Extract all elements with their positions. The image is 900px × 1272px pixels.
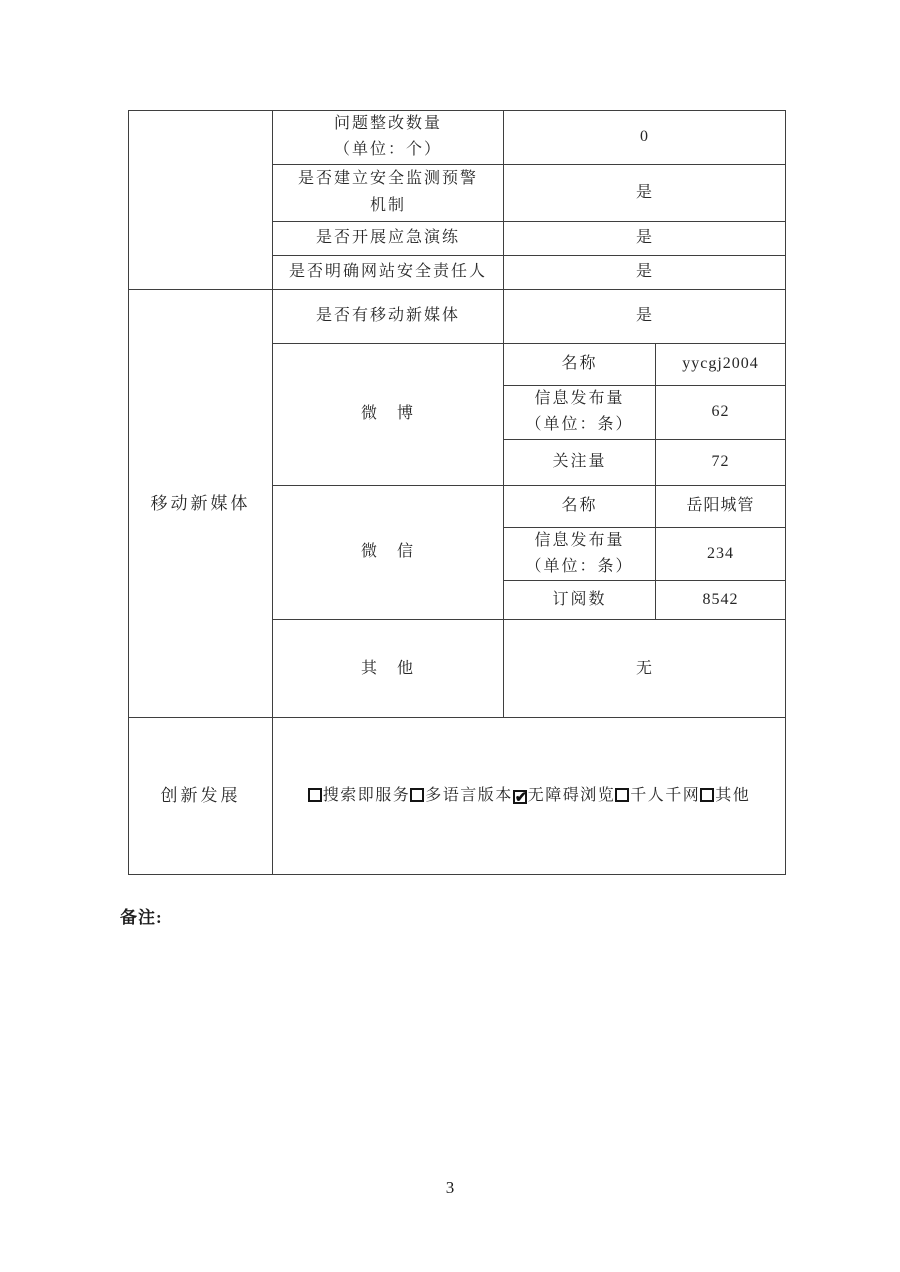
emergency-drill-value: 是 [504, 221, 786, 255]
mobile-media-section-header: 移动新媒体 [129, 289, 273, 718]
weibo-name-value: yycgj2004 [656, 343, 786, 385]
wechat-subscribers-label: 订阅数 [504, 581, 656, 620]
label-line: 是否建立安全监测预警 [297, 170, 478, 188]
checkbox-personalized [615, 783, 700, 809]
other-media-label: 其 他 [273, 620, 504, 718]
rectification-count-value: 0 [504, 111, 786, 165]
has-mobile-media-label: 是否有移动新媒体 [273, 289, 504, 343]
security-monitoring-label [273, 164, 504, 221]
weibo-title: 微 博 [273, 343, 504, 485]
checkbox-icon [700, 788, 714, 802]
checkbox-search-service [308, 783, 411, 809]
innovation-options [273, 718, 786, 875]
rectification-count-label [273, 111, 504, 165]
table-row [129, 718, 786, 875]
wechat-title: 微 信 [273, 485, 504, 620]
innovation-section-header: 创新发展 [129, 718, 273, 875]
label-line: 信息发布量 [534, 531, 625, 549]
checkbox-label: 无障碍浏览 [527, 787, 616, 805]
weibo-followers-value: 72 [656, 439, 786, 485]
weibo-followers-label: 关注量 [504, 439, 656, 485]
checkbox-multilingual [410, 783, 513, 809]
wechat-posts-value: 234 [656, 527, 786, 581]
label-line: （单位：条） [525, 557, 634, 575]
security-monitoring-value: 是 [504, 164, 786, 221]
wechat-subscribers-value: 8542 [656, 581, 786, 620]
section-cell-blank [129, 111, 273, 290]
checkbox-label: 多语言版本 [425, 787, 513, 805]
table-row [129, 111, 786, 165]
label-line: 机制 [369, 196, 406, 214]
wechat-name-label: 名称 [504, 485, 656, 527]
label-line: （单位：条） [525, 416, 634, 434]
checkbox-icon: ✔ [514, 790, 528, 807]
report-table [128, 110, 786, 875]
checkbox-other [700, 783, 750, 809]
weibo-posts-value: 62 [656, 385, 786, 439]
checkbox-label: 搜索即服务 [322, 787, 411, 805]
notes-label: 备注: [120, 908, 163, 927]
wechat-posts-label [504, 527, 656, 581]
has-mobile-media-value: 是 [504, 289, 786, 343]
emergency-drill-label: 是否开展应急演练 [273, 221, 504, 255]
checkbox-label: 千人千网 [630, 787, 701, 805]
checkbox-label: 其他 [715, 787, 751, 805]
page-number: 3 [445, 1178, 455, 1197]
label-line: 信息发布量 [534, 389, 625, 407]
weibo-posts-label [504, 385, 656, 439]
checkbox-icon [308, 788, 322, 802]
label-line: 问题整改数量 [333, 115, 442, 132]
checkbox-accessibility [513, 783, 616, 809]
wechat-name-value: 岳阳城管 [656, 485, 786, 527]
label-line: （单位：个） [333, 141, 442, 159]
checkbox-icon [410, 788, 424, 802]
weibo-name-label: 名称 [504, 343, 656, 385]
security-officer-label: 是否明确网站安全责任人 [273, 255, 504, 289]
table-row [129, 289, 786, 343]
security-officer-value: 是 [504, 255, 786, 289]
checkbox-icon [615, 788, 629, 802]
other-media-value: 无 [504, 620, 786, 718]
